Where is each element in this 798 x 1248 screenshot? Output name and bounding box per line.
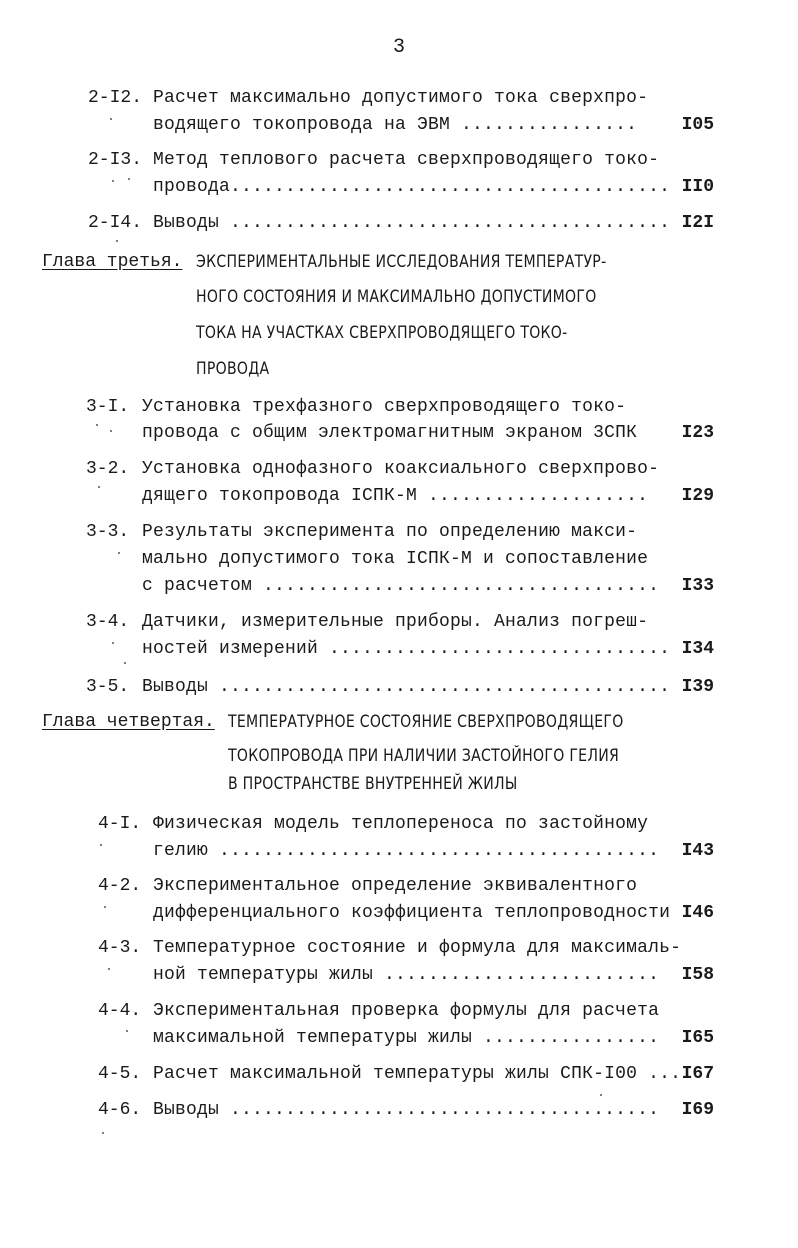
entry-text-line: Выводы ......................................... <box>142 677 671 697</box>
entry-text-line: водящего токопровода на ЭВМ ................ <box>153 115 638 135</box>
entry-number: 3-3. <box>86 522 130 542</box>
entry-text-line: дящего токопровода IСПК-М .................... <box>142 486 649 506</box>
entry-text-line: Расчет максимально допустимого тока сверхпро- <box>153 88 649 108</box>
scan-speck <box>112 642 114 644</box>
entry-page: I29 <box>681 486 714 506</box>
scan-speck <box>98 486 100 488</box>
entry-number: 4-3. <box>98 938 142 958</box>
entry-text-line: Расчет максимальной температуры жилы СПК-I00 ... <box>153 1064 682 1084</box>
scan-speck <box>96 424 98 426</box>
scan-speck <box>126 1030 128 1032</box>
entry-text-line: Выводы ........................................ <box>153 213 671 233</box>
entry-text-line: гелию ........................................ <box>153 841 660 861</box>
entry-number: 2-I2. <box>88 88 143 108</box>
scan-speck <box>110 118 112 120</box>
entry-text-line: ностей измерений ............................... <box>142 639 671 659</box>
chapter-title-line: ЭКСПЕРИМЕНТАЛЬНЫЕ ИССЛЕДОВАНИЯ ТЕМПЕРАТУР- <box>196 252 607 272</box>
chapter-label: Глава четвертая. <box>42 712 215 732</box>
entry-page: I34 <box>681 639 714 659</box>
entry-number: 3-I. <box>86 397 130 417</box>
chapter-title-line: В ПРОСТРАНСТВЕ ВНУТРЕННЕЙ ЖИЛЫ <box>228 774 518 794</box>
scan-speck <box>102 1132 104 1134</box>
entry-number: 4-4. <box>98 1001 142 1021</box>
entry-text-line: Результаты эксперимента по определению макси- <box>142 522 638 542</box>
scan-speck <box>128 178 130 180</box>
chapter-title-line: ТОКОПРОВОДА ПРИ НАЛИЧИИ ЗАСТОЙНОГО ГЕЛИЯ <box>228 746 620 766</box>
chapter-label: Глава третья. <box>42 252 183 272</box>
entry-page: I2I <box>681 213 714 233</box>
scan-speck <box>100 844 102 846</box>
entry-page: I58 <box>681 965 714 985</box>
entry-page: I23 <box>681 423 714 443</box>
scan-speck <box>112 180 114 182</box>
entry-page: I69 <box>681 1100 714 1120</box>
entry-page: II0 <box>681 177 714 197</box>
entry-text-line: с расчетом .................................... <box>142 576 660 596</box>
scan-speck <box>110 430 112 432</box>
entry-page: I05 <box>681 115 714 135</box>
entry-text-line: мально допустимого тока IСПК-М и сопоставление <box>142 549 649 569</box>
entry-number: 4-2. <box>98 876 142 896</box>
entry-text-line: Метод теплового расчета сверхпроводящего токо- <box>153 150 660 170</box>
entry-text-line: дифференциального коэффициента теплопроводности <box>153 903 671 923</box>
entry-page: I39 <box>681 677 714 697</box>
entry-text-line: Датчики, измерительные приборы. Анализ погреш- <box>142 612 649 632</box>
scan-speck <box>108 968 110 970</box>
chapter-title-line: ТОКА НА УЧАСТКАХ СВЕРХПРОВОДЯЩЕГО ТОКО- <box>196 323 568 343</box>
entry-page: I67 <box>681 1064 714 1084</box>
entry-number: 3-5. <box>86 677 130 697</box>
entry-text-line: Физическая модель теплопереноса по застойному <box>153 814 649 834</box>
entry-text-line: Экспериментальная проверка формулы для расчета <box>153 1001 660 1021</box>
entry-text-line: Экспериментальное определение эквивалентного <box>153 876 638 896</box>
entry-text-line: максимальной температуры жилы ................ <box>153 1028 660 1048</box>
entry-text-line: провода с общим электромагнитным экраном 3СПК <box>142 423 638 443</box>
entry-number: 3-4. <box>86 612 130 632</box>
scan-speck <box>118 552 120 554</box>
scan-speck <box>116 240 118 242</box>
entry-page: I46 <box>681 903 714 923</box>
chapter-title-line: ТЕМПЕРАТУРНОЕ СОСТОЯНИЕ СВЕРХПРОВОДЯЩЕГО <box>228 712 624 732</box>
scan-speck <box>600 1094 602 1096</box>
chapter-title-line: ПРОВОДА <box>196 359 270 379</box>
entry-text-line: Температурное состояние и формула для максималь- <box>153 938 682 958</box>
entry-page: I65 <box>681 1028 714 1048</box>
entry-text-line: Установка однофазного коаксиального сверхпрово- <box>142 459 660 479</box>
entry-text-line: провода........................................ <box>153 177 671 197</box>
entry-page: I43 <box>681 841 714 861</box>
scan-speck <box>124 662 126 664</box>
entry-number: 3-2. <box>86 459 130 479</box>
entry-number: 4-6. <box>98 1100 142 1120</box>
entry-text-line: Установка трехфазного сверхпроводящего токо- <box>142 397 627 417</box>
entry-text-line: Выводы ....................................... <box>153 1100 660 1120</box>
page-number: 3 <box>392 36 405 59</box>
entry-page: I33 <box>681 576 714 596</box>
chapter-title-line: НОГО СОСТОЯНИЯ И МАКСИМАЛЬНО ДОПУСТИМОГО <box>196 287 597 307</box>
entry-number: 4-I. <box>98 814 142 834</box>
entry-text-line: ной температуры жилы ......................... <box>153 965 660 985</box>
entry-number: 2-I4. <box>88 213 143 233</box>
entry-number: 2-I3. <box>88 150 143 170</box>
scan-speck <box>104 906 106 908</box>
entry-number: 4-5. <box>98 1064 142 1084</box>
